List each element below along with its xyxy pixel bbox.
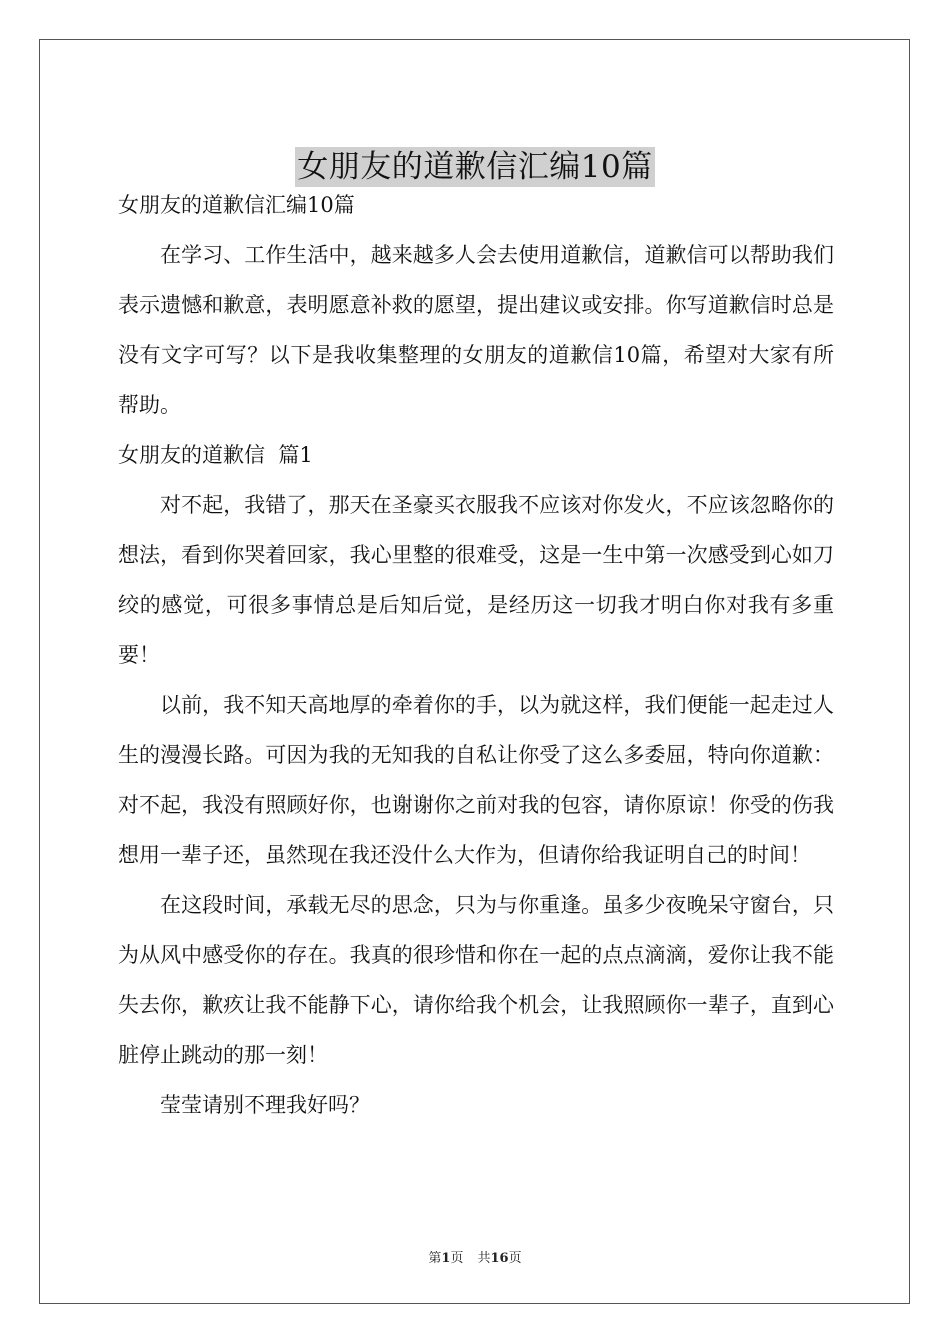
page-footer	[0, 1247, 950, 1266]
page-prefix: 第	[428, 1251, 442, 1266]
page-unit: 页	[450, 1251, 464, 1266]
page-total: 16	[490, 1251, 509, 1266]
body-paragraph-2: 以前，我不知天高地厚的牵着你的手，以为就这样，我们便能一起走过人生的漫漫长路。可因为我的无知我的自私让你受了这么多委屈，特向你道歉：对不起，我没有照顾好你，也谢谢你之前对我的包容，请你原谅！你受的伤我想用一辈子还，虽然现在我还没什么大作为，但请你给我证明自己的时间！	[118, 693, 834, 867]
body-paragraph-1: 对不起，我错了，那天在圣豪买衣服我不应该对你发火，不应该忽略你的想法，看到你哭着回家，我心里整的很难受，这是一生中第一次感受到心如刀绞的感觉，可很多事情总是后知后觉，是经历这一切我才明白你对我有多重要！	[118, 493, 834, 667]
body-paragraph-4: 莹莹请别不理我好吗？	[160, 1093, 370, 1117]
total-unit: 页	[508, 1251, 522, 1266]
section-heading: 女朋友的道歉信 篇1	[118, 443, 313, 467]
total-prefix: 共	[477, 1251, 491, 1266]
document-subtitle: 女朋友的道歉信汇编10篇	[118, 193, 355, 217]
document-body	[118, 180, 834, 1130]
page-current: 1	[441, 1251, 451, 1266]
body-paragraph-3: 在这段时间，承载无尽的思念，只为与你重逢。虽多少夜晚呆守窗台，只为从风中感受你的存在。我真的很珍惜和你在一起的点点滴滴，爱你让我不能失去你，歉疚让我不能静下心，请你给我个机会，让我照顾你一辈子，直到心脏停止跳动的那一刻！	[118, 893, 834, 1067]
document-title: 女朋友的道歉信汇编10篇	[297, 148, 653, 185]
intro-paragraph: 在学习、工作生活中，越来越多人会去使用道歉信，道歉信可以帮助我们表示遗憾和歉意，表明愿意补救的愿望，提出建议或安排。你写道歉信时总是没有文字可写？以下是我收集整理的女朋友的道歉信10篇，希望对大家有所帮助。	[118, 243, 834, 417]
